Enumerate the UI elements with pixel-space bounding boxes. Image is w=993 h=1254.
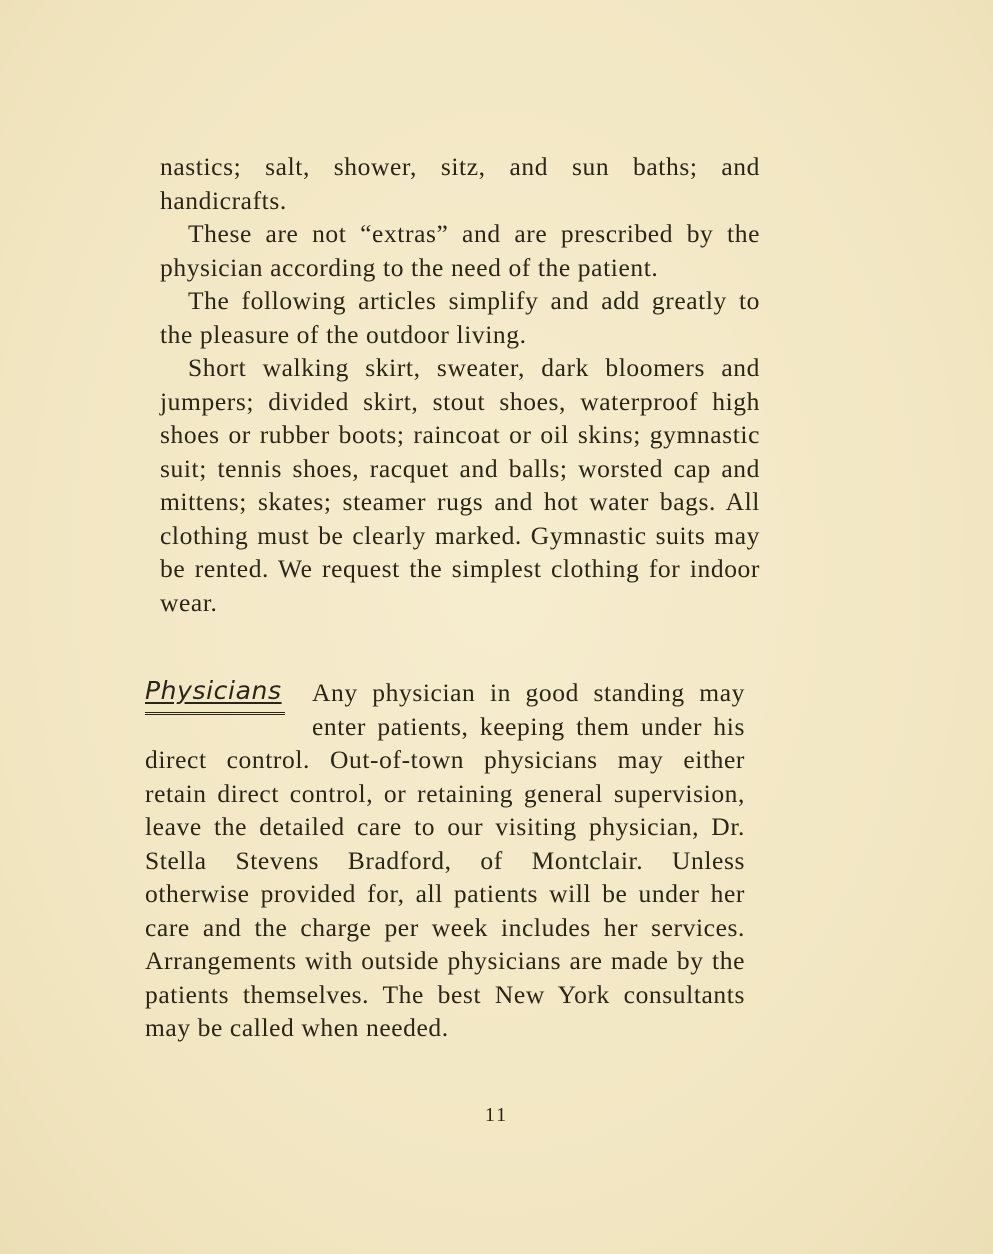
page-number: 11 [484, 1104, 509, 1126]
physicians-section [145, 676, 745, 1045]
body-text [160, 150, 760, 619]
paragraph-continuation: nastics; salt, shower, sitz, and sun baths; and handicrafts. [160, 152, 760, 215]
paragraph-articles: The following articles simplify and add greatly to the pleasure of the outdoor living. [160, 286, 760, 349]
physicians-paragraph: Any physician in good standing may enter patients, keeping them under his direct control. Out-of-town physicians may either retain direct control, or retaining general supervision, leave the detailed care to our visiting physician, Dr. Stella Stevens Bradford, of Montclair. Unless otherwise provided for, all patients will be under her care and the charge per week includes her services. Arrangements with outside physicians are made by the patients themselves. The best New York consultants may be called when needed. [145, 678, 745, 1042]
section-heading: Physicians [145, 676, 282, 705]
section-heading-wrap [145, 676, 300, 728]
heading-double-rule [145, 712, 285, 717]
paragraph-extras: These are not “extras” and are prescribed by the physician according to the need of the patient. [160, 219, 760, 282]
paragraph-clothing-list: Short walking skirt, sweater, dark bloomers and jumpers; divided skirt, stout shoes, waterproof high shoes or rubber boots; raincoat or oil skins; gymnastic suit; tennis shoes, racquet and balls; worsted cap and mittens; skates; steamer rugs and hot water bags. All clothing must be clearly marked. Gymnastic suits may be rented. We request the simplest clothing for indoor wear. [160, 353, 760, 617]
